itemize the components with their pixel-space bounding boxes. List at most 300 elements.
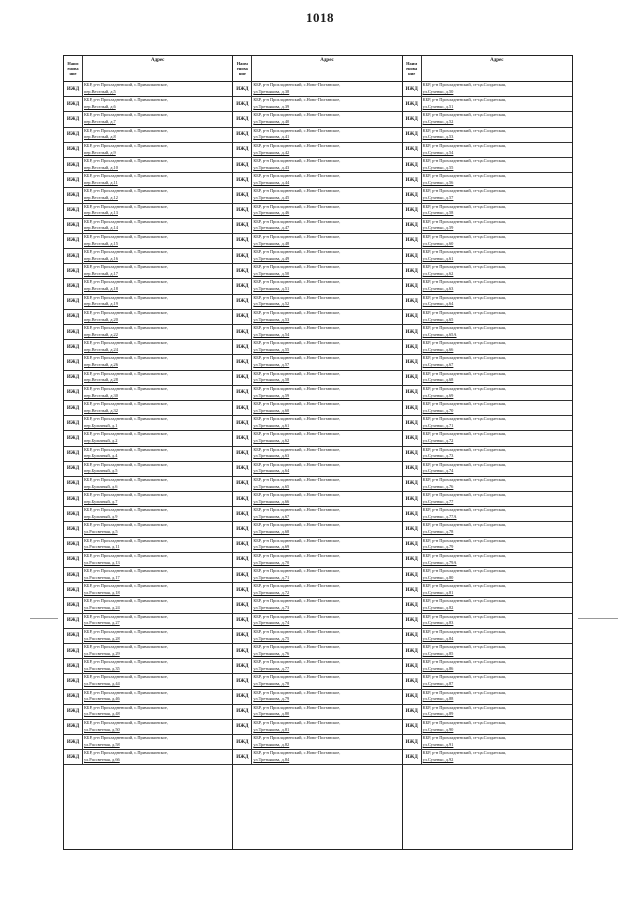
address-line-2: ул.Третьякова, д.64: [253, 468, 290, 474]
table-row: [403, 279, 572, 294]
object-type-cell: ИЖД: [233, 204, 252, 218]
address-cell: [422, 477, 572, 491]
address-cell: [83, 735, 232, 749]
address-line-1: КБР, р-н Прохладненский, с.Ново-Полтавское,: [253, 674, 341, 680]
object-type-cell: ИЖД: [403, 386, 422, 400]
table-row: [233, 644, 401, 659]
address-line-1: КБР, р-н Прохладненский, с.Ново-Полтавское,: [253, 173, 341, 179]
table-row: [64, 128, 232, 143]
address-line-2: ул.Третьякова, д.81: [253, 726, 290, 732]
address-line-1: КБР, р-н Прохладненский, с.Прималкинское,: [84, 628, 168, 634]
object-type-cell: ИЖД: [233, 188, 252, 202]
object-type-cell: ИЖД: [64, 112, 83, 126]
address-cell: [422, 82, 572, 96]
address-cell: [252, 477, 401, 491]
address-cell: [252, 173, 401, 187]
object-type-cell: ИЖД: [233, 629, 252, 643]
table-row: [64, 340, 232, 355]
table-row: [403, 659, 572, 674]
address-line-1: КБР, р-н Прохладненский, ст-ца.Солдатская,: [422, 613, 507, 619]
address-line-2: пер.Веселый, д.20: [84, 316, 118, 322]
address-cell: [252, 310, 401, 324]
address-line-2: ул.Сухенко, д.81: [422, 589, 454, 595]
object-type-cell: ИЖД: [403, 340, 422, 354]
address-line-2: ул.Третьякова, д.49: [253, 255, 290, 261]
address-line-1: КБР, р-н Прохладненский, ст-ца.Солдатская,: [422, 279, 507, 285]
object-type-cell: ИЖД: [64, 416, 83, 430]
address-line-1: КБР, р-н Прохладненский, с.Прималкинское,: [84, 416, 168, 422]
address-line-1: КБР, р-н Прохладненский, ст-ца.Солдатская,: [422, 203, 507, 209]
address-line-2: ул.Третьякова, д.54: [253, 331, 290, 337]
table-row: [64, 659, 232, 674]
address-line-2: ул.Рассветная, д.66: [84, 757, 120, 763]
table-row: [403, 416, 572, 431]
address-cell: [422, 234, 572, 248]
address-line-1: КБР, р-н Прохладненский, с.Ново-Полтавское,: [253, 142, 341, 148]
address-cell: [252, 82, 401, 96]
address-cell: [422, 583, 572, 597]
table-row: [403, 674, 572, 689]
address-line-1: КБР, р-н Прохладненский, с.Ново-Полтавское,: [253, 112, 341, 118]
address-line-1: КБР, р-н Прохладненский, ст-ца.Солдатская,: [422, 325, 507, 330]
address-cell: [252, 340, 401, 354]
address-cell: [422, 507, 572, 521]
margin-mark-left: [30, 618, 58, 619]
address-line-2: ул.Сухенко, д.82: [422, 605, 454, 611]
object-type-cell: ИЖД: [233, 279, 252, 293]
address-line-2: ул.Третьякова, д.41: [253, 134, 290, 140]
address-line-2: ул.Третьякова, д.69: [253, 544, 290, 550]
address-line-2: ул.Сухенко, д.74: [422, 468, 454, 474]
address-line-2: пер.Веселый, д.10: [84, 164, 118, 170]
address-line-2: ул.Рассветная, д.48: [84, 711, 120, 717]
table-row: [64, 735, 232, 750]
table-row: [233, 522, 401, 537]
address-line-2: пер.Бульчный, д.1: [84, 422, 118, 428]
table-row: [64, 477, 232, 492]
address-line-1: КБР, р-н Прохладненский, с.Прималкинское,: [84, 598, 168, 604]
address-cell: [422, 295, 572, 309]
header-type: Наим енова ние: [403, 56, 422, 81]
table-row: [233, 553, 401, 568]
address-cell: [83, 598, 232, 612]
address-cell: [252, 249, 401, 263]
address-line-1: КБР, р-н Прохладненский, с.Прималкинское,: [84, 659, 168, 665]
address-cell: [252, 750, 401, 764]
address-cell: [422, 386, 572, 400]
object-type-cell: ИЖД: [64, 401, 83, 415]
table-row: [233, 279, 401, 294]
address-line-1: КБР, р-н Прохладненский, с.Прималкинское,: [84, 309, 168, 315]
address-line-1: КБР, р-н Прохладненский, с.Прималкинское,: [84, 370, 168, 376]
object-type-cell: ИЖД: [64, 279, 83, 293]
table-row: [64, 234, 232, 249]
address-line-1: КБР, р-н Прохладненский, ст-ца.Солдатская,: [422, 188, 507, 194]
object-type-cell: ИЖД: [64, 371, 83, 385]
table-row: [64, 401, 232, 416]
address-line-1: КБР, р-н Прохладненский, с.Ново-Полтавское,: [253, 249, 341, 255]
address-line-2: ул.Сухенко, д.69: [422, 392, 454, 398]
object-type-cell: ИЖД: [403, 234, 422, 248]
table-row: [64, 462, 232, 477]
address-line-2: пер.Бульчный, д.4: [84, 453, 118, 459]
address-cell: [83, 674, 232, 688]
object-type-cell: ИЖД: [233, 598, 252, 612]
object-type-cell: ИЖД: [233, 553, 252, 567]
address-line-1: КБР, р-н Прохладненский, с.Прималкинское,: [84, 674, 168, 680]
object-type-cell: ИЖД: [403, 553, 422, 567]
address-line-1: КБР, р-н Прохладненский, с.Прималкинское,: [84, 142, 168, 148]
table-row: [403, 735, 572, 750]
address-cell: [83, 143, 232, 157]
address-line-2: ул.Сухенко, д.57: [422, 195, 454, 201]
object-type-cell: ИЖД: [64, 355, 83, 369]
object-type-cell: ИЖД: [233, 750, 252, 764]
table-row: [64, 249, 232, 264]
object-type-cell: ИЖД: [233, 462, 252, 476]
object-type-cell: ИЖД: [233, 371, 252, 385]
object-type-cell: ИЖД: [64, 128, 83, 142]
object-type-cell: ИЖД: [64, 614, 83, 628]
object-type-cell: ИЖД: [233, 340, 252, 354]
table-row: [403, 340, 572, 355]
address-line-1: КБР, р-н Прохладненский, с.Прималкинское,: [84, 188, 168, 194]
address-line-1: КБР, р-н Прохладненский, ст-ца.Солдатская,: [422, 370, 507, 376]
address-line-2: ул.Рассветная, д.24: [84, 605, 120, 611]
address-line-2: ул.Сухенко, д.80: [422, 574, 454, 580]
table-row: [64, 583, 232, 598]
object-type-cell: ИЖД: [64, 158, 83, 172]
table-row: [233, 705, 401, 720]
address-cell: [252, 279, 401, 293]
address-line-2: ул.Сухенко, д.53: [422, 134, 454, 140]
table-row: [233, 568, 401, 583]
address-line-1: КБР, р-н Прохладненский, ст-ца.Солдатская,: [422, 689, 507, 695]
address-line-2: пер.Веселый, д.17: [84, 271, 118, 277]
table-header-row: [403, 56, 572, 82]
object-type-cell: ИЖД: [233, 264, 252, 278]
address-line-2: ул.Сухенко, д.71: [422, 422, 454, 428]
address-cell: [252, 234, 401, 248]
object-type-cell: ИЖД: [233, 158, 252, 172]
object-type-cell: ИЖД: [233, 720, 252, 734]
address-line-2: ул.Сухенко, д.78: [422, 529, 454, 535]
address-line-2: ул.Третьякова, д.67: [253, 514, 290, 520]
object-type-cell: ИЖД: [64, 264, 83, 278]
address-line-1: КБР, р-н Прохладненский, ст-ца.Солдатская,: [422, 294, 507, 300]
address-cell: [422, 401, 572, 415]
object-type-cell: ИЖД: [233, 82, 252, 96]
table-row: [403, 82, 572, 97]
address-cell: [252, 112, 401, 126]
address-line-1: КБР, р-н Прохладненский, с.Прималкинское,: [84, 82, 168, 87]
table-row: [403, 431, 572, 446]
address-line-1: КБР, р-н Прохладненский, с.Ново-Полтавское,: [253, 613, 341, 619]
table-row: [403, 507, 572, 522]
address-line-1: КБР, р-н Прохладненский, ст-ца.Солдатская,: [422, 309, 507, 315]
address-line-2: пер.Веселый, д.15: [84, 240, 118, 246]
object-type-cell: ИЖД: [233, 568, 252, 582]
address-line-1: КБР, р-н Прохладненский, с.Прималкинское,: [84, 218, 168, 224]
address-line-2: ул.Третьякова, д.61: [253, 422, 290, 428]
address-line-2: ул.Сухенко, д.58: [422, 210, 454, 216]
address-cell: [252, 295, 401, 309]
address-line-2: ул.Сухенко, д.70: [422, 407, 454, 413]
table-row: [403, 614, 572, 629]
address-line-1: КБР, р-н Прохладненский, ст-ца.Солдатская,: [422, 416, 507, 422]
object-type-cell: ИЖД: [233, 143, 252, 157]
address-cell: [252, 583, 401, 597]
address-line-1: КБР, р-н Прохладненский, с.Ново-Полтавское,: [253, 416, 341, 422]
address-cell: [252, 416, 401, 430]
address-line-2: ул.Третьякова, д.39: [253, 103, 290, 109]
object-type-cell: ИЖД: [64, 143, 83, 157]
object-type-cell: ИЖД: [403, 249, 422, 263]
table-row: [403, 219, 572, 234]
address-line-2: пер.Веселый, д.26: [84, 362, 118, 368]
object-type-cell: ИЖД: [233, 431, 252, 445]
table-row: [403, 97, 572, 112]
address-line-1: КБР, р-н Прохладненский, с.Ново-Полтавское,: [253, 233, 341, 239]
address-line-1: КБР, р-н Прохладненский, ст-ца.Солдатская,: [422, 355, 507, 361]
address-line-2: ул.Сухенко, д.60: [422, 240, 454, 246]
address-line-1: КБР, р-н Прохладненский, с.Прималкинское,: [84, 97, 168, 103]
object-type-cell: ИЖД: [64, 568, 83, 582]
object-type-cell: ИЖД: [403, 310, 422, 324]
object-type-cell: ИЖД: [403, 492, 422, 506]
address-cell: [83, 720, 232, 734]
table-row: [64, 598, 232, 613]
table-row: [64, 325, 232, 340]
table-row: [233, 462, 401, 477]
table-header-row: [233, 56, 401, 82]
address-line-2: пер.Бульчный, д.6: [84, 483, 118, 489]
address-line-2: ул.Третьякова, д.38: [253, 88, 290, 94]
address-line-2: ул.Третьякова, д.78: [253, 681, 290, 687]
header-address: Адрес: [150, 58, 165, 63]
address-line-1: КБР, р-н Прохладненский, с.Прималкинское,: [84, 279, 168, 285]
address-cell: [422, 674, 572, 688]
address-cell: [252, 492, 401, 506]
object-type-cell: ИЖД: [64, 674, 83, 688]
address-line-2: пер.Веселый, д.22: [84, 331, 118, 337]
address-line-1: КБР, р-н Прохладненский, ст-ца.Солдатская,: [422, 674, 507, 680]
address-cell: [422, 690, 572, 704]
address-line-2: ул.Рассветная, д.27: [84, 620, 120, 626]
address-line-1: КБР, р-н Прохладненский, с.Прималкинское,: [84, 233, 168, 239]
table-header-row: [64, 56, 232, 82]
address-cell: [83, 188, 232, 202]
object-type-cell: ИЖД: [64, 735, 83, 749]
address-cell: [252, 735, 401, 749]
object-type-cell: ИЖД: [403, 674, 422, 688]
object-type-cell: ИЖД: [233, 295, 252, 309]
address-cell: [83, 158, 232, 172]
object-type-cell: ИЖД: [403, 507, 422, 521]
address-line-1: КБР, р-н Прохладненский, с.Ново-Полтавское,: [253, 461, 341, 467]
object-type-cell: ИЖД: [403, 401, 422, 415]
table-row: [233, 325, 401, 340]
address-cell: [422, 371, 572, 385]
object-type-cell: ИЖД: [403, 264, 422, 278]
table-row: [233, 204, 401, 219]
address-cell: [83, 477, 232, 491]
table-row: [233, 310, 401, 325]
object-type-cell: ИЖД: [403, 583, 422, 597]
address-cell: [422, 325, 572, 339]
address-line-1: КБР, р-н Прохладненский, с.Ново-Полтавское,: [253, 583, 341, 589]
address-cell: [252, 690, 401, 704]
table-row: [403, 568, 572, 583]
object-type-cell: ИЖД: [403, 219, 422, 233]
table-row: [403, 553, 572, 568]
address-cell: [83, 234, 232, 248]
address-cell: [252, 355, 401, 369]
address-line-1: КБР, р-н Прохладненский, ст-ца.Солдатская,: [422, 659, 507, 665]
object-type-cell: ИЖД: [64, 507, 83, 521]
address-line-2: ул.Третьякова, д.74: [253, 620, 290, 626]
address-line-1: КБР, р-н Прохладненский, ст-ца.Солдатская,: [422, 400, 507, 406]
object-type-cell: ИЖД: [403, 735, 422, 749]
address-line-2: ул.Третьякова, д.79: [253, 696, 290, 702]
table-row: [403, 401, 572, 416]
table-row: [233, 629, 401, 644]
object-type-cell: ИЖД: [233, 173, 252, 187]
address-cell: [422, 97, 572, 111]
address-line-2: ул.Третьякова, д.43: [253, 164, 290, 170]
object-type-cell: ИЖД: [64, 82, 83, 96]
address-line-1: КБР, р-н Прохладненский, с.Прималкинское,: [84, 643, 168, 649]
object-type-cell: ИЖД: [64, 97, 83, 111]
object-type-cell: ИЖД: [233, 522, 252, 536]
address-line-2: ул.Рассветная, д.28: [84, 635, 120, 641]
address-line-2: ул.Сухенко, д.68: [422, 377, 454, 383]
address-cell: [83, 492, 232, 506]
table-row: [64, 97, 232, 112]
table-row: [403, 112, 572, 127]
table-row: [233, 659, 401, 674]
address-line-2: ул.Сухенко, д.79А: [422, 559, 457, 565]
address-line-1: КБР, р-н Прохладненский, ст-ца.Солдатская,: [422, 568, 507, 573]
table-row: [403, 492, 572, 507]
address-line-1: КБР, р-н Прохладненский, с.Ново-Полтавское,: [253, 476, 341, 482]
address-line-2: ул.Третьякова, д.65: [253, 483, 290, 489]
address-cell: [422, 553, 572, 567]
object-type-cell: ИЖД: [233, 705, 252, 719]
address-line-1: КБР, р-н Прохладненский, с.Ново-Полтавское,: [253, 735, 341, 741]
object-type-cell: ИЖД: [64, 583, 83, 597]
address-line-2: пер.Бульчный, д.7: [84, 498, 118, 504]
address-line-2: ул.Третьякова, д.68: [253, 529, 290, 535]
address-line-1: КБР, р-н Прохладненский, с.Прималкинское,: [84, 568, 168, 573]
address-cell: [252, 97, 401, 111]
object-type-cell: ИЖД: [233, 477, 252, 491]
object-type-cell: ИЖД: [64, 386, 83, 400]
page-number: 1018: [306, 10, 334, 25]
address-line-1: КБР, р-н Прохладненский, ст-ца.Солдатская,: [422, 385, 507, 391]
address-line-1: КБР, р-н Прохладненский, ст-ца.Солдатская,: [422, 112, 507, 118]
address-line-1: КБР, р-н Прохладненский, ст-ца.Солдатская,: [422, 750, 507, 756]
object-type-cell: ИЖД: [403, 690, 422, 704]
table-row: [403, 538, 572, 553]
table-column-group-3: [403, 56, 572, 849]
address-cell: [422, 644, 572, 658]
address-cell: [83, 279, 232, 293]
address-cell: [422, 355, 572, 369]
object-type-cell: ИЖД: [233, 386, 252, 400]
address-cell: [422, 188, 572, 202]
address-line-1: КБР, р-н Прохладненский, с.Прималкинское,: [84, 264, 168, 270]
address-line-2: ул.Третьякова, д.46: [253, 210, 290, 216]
object-type-cell: ИЖД: [64, 553, 83, 567]
address-line-2: пер.Веселый, д.32: [84, 407, 118, 413]
address-line-1: КБР, р-н Прохладненский, с.Прималкинское,: [84, 431, 168, 437]
address-table: [63, 55, 573, 850]
address-line-1: КБР, р-н Прохладненский, ст-ца.Солдатская,: [422, 82, 507, 87]
table-row: [233, 538, 401, 553]
address-line-2: ул.Третьякова, д.44: [253, 179, 290, 185]
address-line-2: пер.Веселый, д.6: [84, 103, 116, 109]
object-type-cell: ИЖД: [233, 310, 252, 324]
address-cell: [422, 538, 572, 552]
address-line-2: пер.Веселый, д.12: [84, 195, 118, 201]
address-line-1: КБР, р-н Прохладненский, с.Прималкинское,: [84, 385, 168, 391]
address-cell: [422, 219, 572, 233]
table-row: [403, 462, 572, 477]
address-line-2: ул.Рассветная, д.11: [84, 544, 120, 550]
address-cell: [83, 462, 232, 476]
object-type-cell: ИЖД: [403, 538, 422, 552]
object-type-cell: ИЖД: [403, 279, 422, 293]
address-line-2: ул.Третьякова, д.57: [253, 362, 290, 368]
object-type-cell: ИЖД: [403, 598, 422, 612]
address-line-2: ул.Рассветная, д.35: [84, 665, 120, 671]
address-line-1: КБР, р-н Прохладненский, с.Ново-Полтавское,: [253, 628, 341, 634]
address-line-1: КБР, р-н Прохладненский, ст-ца.Солдатская,: [422, 735, 507, 741]
table-row: [64, 416, 232, 431]
address-cell: [252, 644, 401, 658]
address-line-2: ул.Сухенко, д.72: [422, 438, 454, 444]
address-line-2: ул.Сухенко, д.67: [422, 362, 454, 368]
address-line-2: ул.Сухенко, д.65: [422, 316, 454, 322]
address-cell: [252, 614, 401, 628]
address-cell: [252, 507, 401, 521]
address-line-1: КБР, р-н Прохладненский, с.Прималкинское,: [84, 127, 168, 133]
address-cell: [252, 143, 401, 157]
address-cell: [83, 401, 232, 415]
address-line-2: ул.Сухенко, д.92: [422, 757, 454, 763]
object-type-cell: ИЖД: [403, 431, 422, 445]
table-row: [233, 386, 401, 401]
address-line-1: КБР, р-н Прохладненский, с.Ново-Полтавское,: [253, 446, 341, 452]
address-cell: [252, 188, 401, 202]
table-row: [403, 158, 572, 173]
address-line-1: КБР, р-н Прохладненский, с.Ново-Полтавское,: [253, 188, 341, 194]
address-line-1: КБР, р-н Прохладненский, с.Ново-Полтавское,: [253, 689, 341, 695]
address-cell: [422, 158, 572, 172]
object-type-cell: ИЖД: [64, 340, 83, 354]
table-row: [403, 750, 572, 765]
address-cell: [83, 568, 232, 582]
address-cell: [422, 279, 572, 293]
address-cell: [83, 264, 232, 278]
address-line-1: КБР, р-н Прохладненский, ст-ца.Солдатская,: [422, 552, 507, 558]
table-row: [64, 371, 232, 386]
address-cell: [252, 128, 401, 142]
object-type-cell: ИЖД: [403, 82, 422, 96]
address-line-2: ул.Сухенко, д.91: [422, 741, 454, 747]
address-line-1: КБР, р-н Прохладненский, ст-ца.Солдатская,: [422, 598, 507, 604]
